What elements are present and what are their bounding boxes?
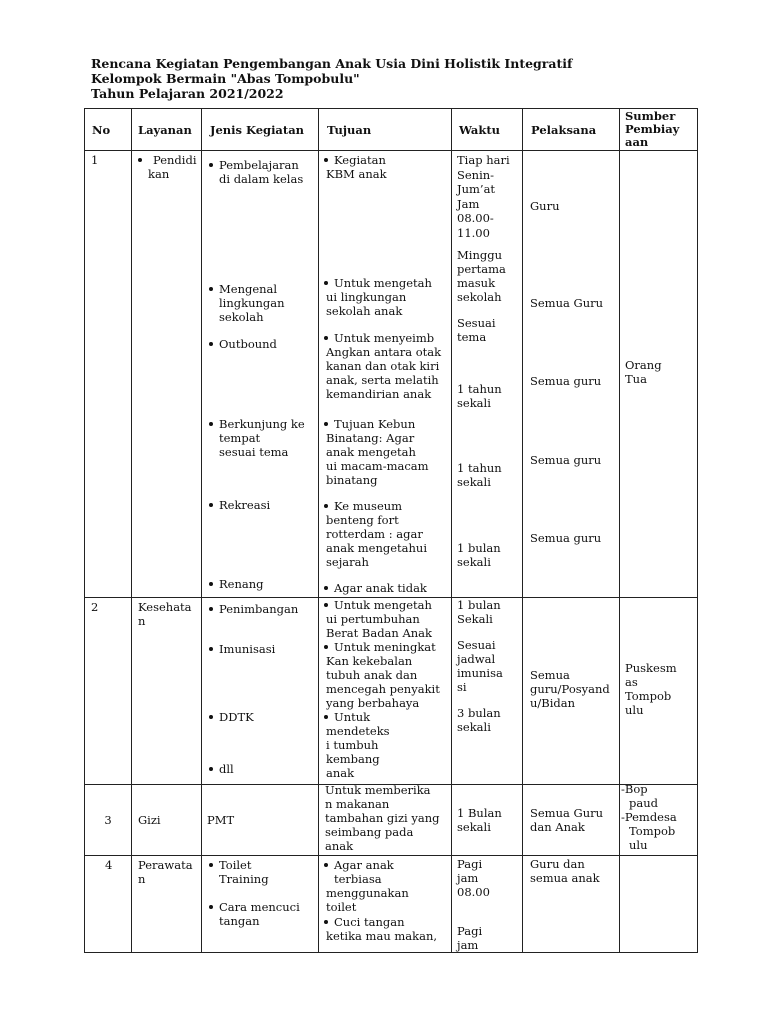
list-item: Untuk meningkat Kan kekebalan tubuh anak dan mencegah penyakit yang berbahaya: [321, 640, 440, 710]
heading-title: Rencana Kegiatan Pengembangan Anak Usia Dini Holistik Integratif: [91, 56, 573, 71]
pelaksana-cell: Guru Semua Guru Semua guru Semua guru Semua guru: [523, 151, 620, 598]
jenis-kegiatan-cell: [202, 151, 319, 598]
list-item: Orang Tua: [625, 358, 662, 386]
tujuan-cell: [319, 785, 452, 856]
list-item: Berkunjung ke tempat sesuai tema: [206, 417, 305, 459]
list-item: DDTK: [206, 710, 254, 724]
list-item: Cara mencuci tangan: [206, 900, 300, 928]
list-item: Renang: [206, 577, 264, 591]
list-item: Agar anak terbiasa menggunakan toilet: [321, 858, 409, 914]
pelaksana-cell: [523, 785, 620, 856]
list-item: Puskesm as Tompob ulu: [625, 661, 677, 717]
list-item: Pembelajaran di dalam kelas: [206, 158, 303, 186]
list-item: Semua Guru dan Anak: [530, 806, 604, 834]
list-item: Sesuai jadwal imunisa si: [457, 638, 503, 694]
layanan-cell: [132, 598, 202, 785]
row-number: 4: [85, 856, 132, 953]
sumber-pembiayaan-cell: [620, 151, 698, 598]
table-row: [85, 598, 698, 785]
jenis-kegiatan-cell: [202, 856, 319, 953]
list-item: Toilet Training: [206, 858, 269, 886]
list-item: Tujuan Kebun Binatang: Agar anak mengetah ui macam-macam binatang: [321, 417, 429, 487]
waktu-cell: [452, 151, 523, 598]
jenis-kegiatan-cell: PMT: [202, 785, 319, 856]
col-header-layanan: Layanan: [132, 109, 202, 151]
list-item: Guru dan semua anak: [530, 857, 600, 885]
list-item: Kesehata n: [138, 600, 192, 628]
list-item: 3 bulan sekali: [457, 706, 501, 734]
col-header-tujuan: Tujuan: [319, 109, 452, 151]
list-item: dll: [206, 762, 234, 776]
sumber-pembiayaan-cell: [620, 785, 698, 856]
list-item: Minggu pertama masuk sekolah: [457, 248, 506, 304]
heading-year: Tahun Pelajaran 2021/2022: [91, 86, 284, 101]
layanan-cell: Gizi: [132, 785, 202, 856]
heading-group: Kelompok Bermain "Abas Tompobulu": [91, 71, 360, 86]
list-item: Cuci tangan ketika mau makan,: [321, 915, 437, 943]
row-number: 1: [85, 151, 132, 598]
list-item: Untuk mengetah ui lingkungan sekolah anak: [321, 276, 432, 318]
sumber-pembiayaan-cell: [620, 598, 698, 785]
col-header-waktu: Waktu: [452, 109, 523, 151]
col-header-no: No: [85, 109, 132, 151]
table-row: [85, 785, 698, 856]
list-item: 1 tahun sekali: [457, 461, 502, 489]
layanan-cell: [132, 151, 202, 598]
list-item: Imunisasi: [206, 642, 275, 656]
waktu-cell: [452, 598, 523, 785]
pelaksana-cell: [523, 856, 620, 953]
list-item: Mengenal lingkungan sekolah: [206, 282, 285, 324]
list-item: Tiap hari Senin- Jum’at Jam 08.00- 11.00: [457, 153, 510, 240]
table-row: [85, 151, 698, 598]
tujuan-cell: [319, 598, 452, 785]
list-item: Perawata n: [138, 858, 193, 886]
list-item: Untuk memberika n makanan tambahan gizi yang seimbang pada anak: [325, 784, 440, 853]
row-number: 3: [85, 785, 132, 856]
waktu-cell: [452, 785, 523, 856]
list-item: Sesuai tema: [457, 316, 496, 344]
list-item: Untuk menyeimb Angkan antara otak kanan dan otak kiri anak, serta melatih kemandirian anak: [321, 331, 441, 401]
list-item: Rekreasi: [206, 498, 270, 512]
jenis-kegiatan-cell: [202, 598, 319, 785]
waktu-cell: [452, 856, 523, 953]
list-item: 1 Bulan sekali: [457, 806, 502, 834]
table-row: [85, 856, 698, 953]
tujuan-cell: [319, 151, 452, 598]
list-item: Pendidi kan: [135, 153, 197, 181]
tujuan-cell: [319, 856, 452, 953]
list-item: Semua guru/Posyand u/Bidan: [530, 668, 610, 710]
col-header-sumber-pembiayaan: Sumber Pembiay aan: [620, 109, 698, 151]
pelaksana-cell: [523, 598, 620, 785]
list-item: Untuk mengetah ui pertumbuhan Berat Badan Anak: [321, 598, 432, 640]
table-header-row: [85, 109, 698, 151]
list-item: Pagi jam: [457, 924, 483, 952]
list-item: -Bop paud -Pemdesa Tompob ulu: [621, 784, 677, 852]
layanan-cell: [132, 856, 202, 953]
col-header-jenis-kegiatan: Jenis Kegiatan: [202, 109, 319, 151]
activity-plan-table: [84, 108, 698, 953]
row-number: 2: [85, 598, 132, 785]
sumber-pembiayaan-cell: [620, 856, 698, 953]
list-item: 1 tahun sekali: [457, 382, 502, 410]
list-item: 1 bulan sekali: [457, 541, 501, 569]
document-heading: [91, 56, 572, 101]
col-header-pelaksana: Pelaksana: [523, 109, 620, 151]
list-item: Ke museum benteng fort rotterdam : agar anak mengetahui sejarah: [321, 499, 427, 569]
list-item: 1 bulan Sekali: [457, 598, 501, 626]
list-item: Kegiatan KBM anak: [321, 153, 387, 181]
list-item: Penimbangan: [206, 602, 298, 616]
list-item: Outbound: [206, 337, 277, 351]
list-item: Pagi jam 08.00: [457, 857, 490, 899]
list-item: Untuk mendeteks i tumbuh kembang anak: [321, 710, 390, 780]
list-item: Agar anak tidak: [321, 581, 427, 598]
